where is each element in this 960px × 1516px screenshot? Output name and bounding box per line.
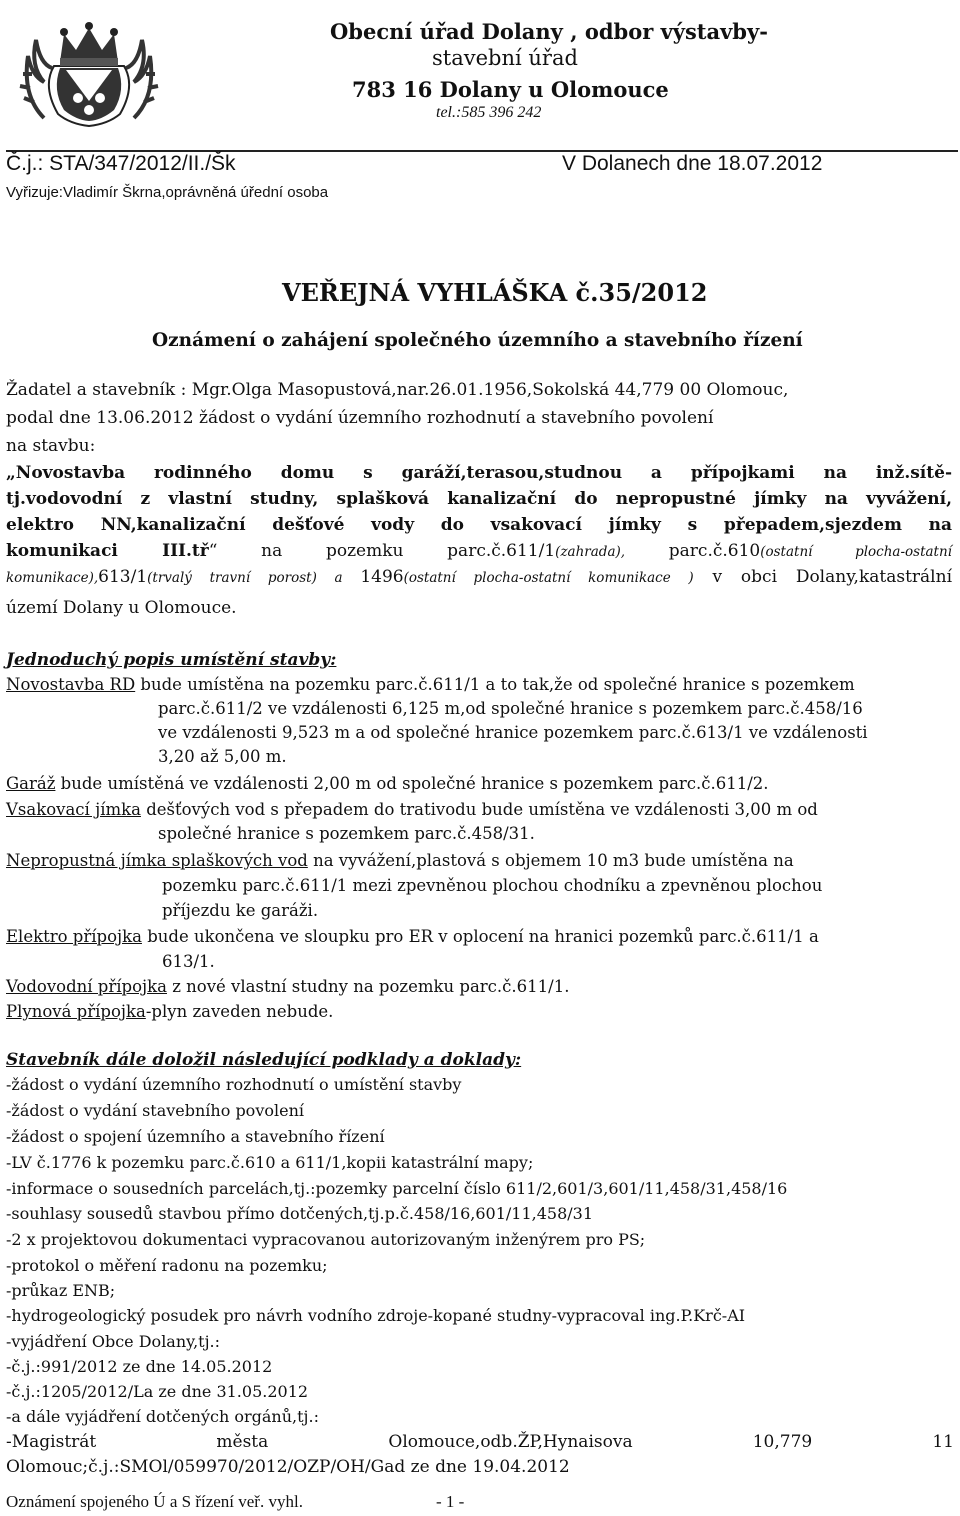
placement-cesspit-line3: příjezdu ke garáži.: [162, 901, 319, 920]
documents-heading: Stavebník dále doložil následující podklady a doklady:: [6, 1050, 522, 1070]
placement-heading: Jednoduchý popis umístění stavby:: [6, 650, 337, 670]
placement-water: Vodovodní přípojka z nové vlastní studny na pozemku parc.č.611/1.: [6, 977, 570, 996]
project-line-2: tj.vodovodní z vlastní studny, splašková kanalizační do nepropustné jímky na vyvážení,: [6, 489, 952, 509]
placement-electric-line2: 613/1.: [162, 952, 215, 971]
placement-cesspit-line2: pozemku parc.č.611/1 mezi zpevněnou plochou chodníku a zpevněnou plochou: [162, 876, 823, 895]
document-item: -a dále vyjádření dotčených orgánů,tj.:: [6, 1407, 319, 1426]
municipal-crest-logo: [14, 6, 164, 130]
document-item: -č.j.:991/2012 ze dne 14.05.2012: [6, 1357, 273, 1376]
office-name-line1: Obecní úřad Dolany , odbor výstavby-: [330, 19, 768, 44]
document-item: -souhlasy sousedů stavbou přímo dotčených,tj.p.č.458/16,601/11,458/31: [6, 1204, 594, 1223]
document-item: -žádost o spojení územního a stavebního řízení: [6, 1127, 385, 1146]
placement-garage: Garáž bude umístěná ve vzdálenosti 2,00 m od společné hranice s pozemkem parc.č.611/2.: [6, 774, 769, 793]
document-item: -2 x projektovou dokumentaci vypracovanou autorizovaným inženýrem pro PS;: [6, 1230, 646, 1249]
page-number: - 1 -: [436, 1492, 465, 1511]
placement-rd-line1: Novostavba RD bude umístěna na pozemku parc.č.611/1 a to tak,že od společné hranice s pozemkem: [6, 675, 855, 694]
official-in-charge: Vyřizuje:Vladimír Škrna,oprávněná úřední osoba: [6, 184, 329, 201]
document-item: -LV č.1776 k pozemku parc.č.610 a 611/1,kopii katastrální mapy;: [6, 1153, 534, 1172]
magistrate-reference: Olomouc;č.j.:SMOl/059970/2012/OZP/OH/Gad ze dne 19.04.2012: [6, 1457, 570, 1477]
magistrate-line: -Magistrát města Olomouce,odb.ŽP,Hynaisova 10,779 11: [6, 1432, 954, 1452]
project-description: [6, 460, 952, 590]
document-title: VEŘEJNÁ VYHLÁŠKA č.35/2012: [282, 278, 708, 307]
placement-soakaway-line2: společné hranice s pozemkem parc.č.458/31.: [158, 824, 535, 843]
placement-electric-line1: Elektro přípojka bude ukončena ve sloupku pro ER v oplocení na hranici pozemků parc.č.611/1 a: [6, 927, 819, 946]
office-address: 783 16 Dolany u Olomouce: [352, 77, 669, 102]
document-item: -žádost o vydání územního rozhodnutí o umístění stavby: [6, 1075, 462, 1094]
office-telephone: tel.:585 396 242: [436, 104, 542, 121]
document-item: -vyjádření Obce Dolany,tj.:: [6, 1332, 221, 1351]
placement-soakaway-line1: Vsakovací jímka dešťových vod s přepadem do trativodu bude umístěna ve vzdálenosti 3,00 m od: [6, 800, 818, 819]
document-item: -hydrogeologický posudek pro návrh vodního zdroje-kopané studny-vypracoval ing.P.Krč-AI: [6, 1306, 746, 1325]
project-line-1: „Novostavba rodinného domu s garáží,terasou,studnou a přípojkami na inž.sítě-: [6, 463, 952, 483]
reference-number: Č.j.: STA/347/2012/II./Šk: [6, 152, 236, 175]
document-item: -průkaz ENB;: [6, 1281, 116, 1300]
placement-cesspit-line1: Nepropustná jímka splaškových vod na vyvážení,plastová s objemem 10 m3 bude umístěna na: [6, 851, 794, 870]
project-line-4: komunikaci III.tř“ na pozemku parc.č.611/1(zahrada), parc.č.610(ostatní plocha-ostatní: [6, 541, 952, 561]
document-date: V Dolanech dne 18.07.2012: [562, 152, 823, 175]
document-item: -protokol o měření radonu na pozemku;: [6, 1256, 328, 1275]
footer-document-name: Oznámení spojeného Ú a S řízení veř. vyhl.: [6, 1492, 303, 1511]
placement-rd-line4: 3,20 až 5,00 m.: [158, 747, 287, 766]
project-line-5: komunikace),613/1(trvalý travní porost) a 1496(ostatní plocha-ostatní komunikace ) v obci Dolany,katastrální: [6, 567, 953, 587]
application-line: podal dne 13.06.2012 žádost o vydání územního rozhodnutí a stavebního povolení: [6, 408, 714, 428]
office-name-line2: stavební úřad: [432, 46, 578, 70]
document-item: -žádost o vydání stavebního povolení: [6, 1101, 304, 1120]
placement-rd-line3: ve vzdálenosti 9,523 m a od společné hranice pozemkem parc.č.613/1 ve vzdálenosti: [158, 723, 868, 742]
project-line-6: území Dolany u Olomouce.: [6, 598, 237, 618]
construction-label: na stavbu:: [6, 436, 96, 456]
document-subtitle: Oznámení o zahájení společného územního a stavebního řízení: [152, 330, 803, 351]
placement-rd-line2: parc.č.611/2 ve vzdálenosti 6,125 m,od společné hranice s pozemkem parc.č.458/16: [158, 699, 863, 718]
document-item: -č.j.:1205/2012/La ze dne 31.05.2012: [6, 1382, 309, 1401]
applicant-line: Žadatel a stavebník : Mgr.Olga Masopustová,nar.26.01.1956,Sokolská 44,779 00 Olomouc,: [6, 380, 789, 400]
project-line-3: elektro NN,kanalizační dešťové vody do vsakovací jímky s přepadem,sjezdem na: [6, 515, 952, 535]
document-item: -informace o sousedních parcelách,tj.:pozemky parcelní číslo 611/2,601/3,601/11,458/31,458/16: [6, 1179, 788, 1198]
placement-gas: Plynová přípojka-plyn zaveden nebude.: [6, 1002, 334, 1021]
